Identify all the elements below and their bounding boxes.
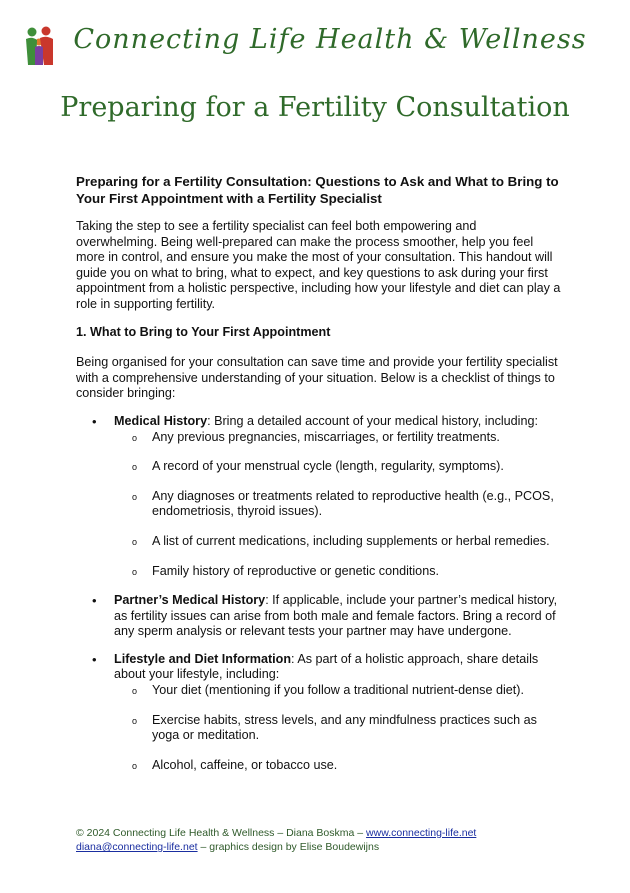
item-text: : As part of a holistic approach, share details about your lifestyle, including: <box>114 651 539 682</box>
item-text: : If applicable, include your partner’s medical history, as fertility issues can arise from both male and female factors. Bring a record of any sperm analysis or relevant tests your partner may have undergone. <box>114 593 558 639</box>
sub-list-item: o Your diet (mentioning if you follow a traditional nutrient-dense diet). <box>114 683 561 699</box>
sub-list-item: o Alcohol, caffeine, or tobacco use. <box>114 758 561 774</box>
sub-list <box>114 683 561 773</box>
sub-list-item: o A list of current medications, including supplements or herbal remedies. <box>114 534 561 550</box>
credits-text: – graphics design by Elise Boudewijns <box>197 841 380 853</box>
sub-list-item: o Family history of reproductive or genetic conditions. <box>114 564 561 580</box>
document-title: Preparing for a Fertility Consultation <box>60 92 570 123</box>
page-footer <box>76 826 576 854</box>
copyright-text: © 2024 Connecting Life Health & Wellness – Diana Boskma – <box>76 827 367 839</box>
section-title: 1. What to Bring to Your First Appointment <box>76 324 331 339</box>
sub-list-item: o Any previous pregnancies, miscarriages, or fertility treatments. <box>114 430 561 446</box>
sub-list-item: o A record of your menstrual cycle (length, regularity, symptoms). <box>114 459 561 475</box>
item-label: Medical History <box>114 413 208 428</box>
list-item <box>76 414 561 579</box>
item-label: Lifestyle and Diet Information <box>114 651 292 666</box>
intro-paragraph: Taking the step to see a fertility specialist can feel both empowering and overwhelming. Being well-prepared can make the process smoother, help you feel more in control, and ensure you make the most of your consultation. This handout will guide you on what to bring, what to expect, and key questions to ask during your first appointment from a holistic perspective, including how your lifestyle and diet can play a role in supporting fertility. <box>76 219 561 311</box>
sub-list-item: o Any diagnoses or treatments related to reproductive health (e.g., PCOS, endometriosis, thyroid issues). <box>114 489 561 520</box>
email-link[interactable]: diana@connecting-life.net <box>76 841 198 853</box>
footer-line-1 <box>76 826 576 840</box>
brand-name: Connecting Life Health & Wellness <box>73 24 587 55</box>
document-body <box>76 173 561 787</box>
footer-line-2 <box>76 840 576 854</box>
checklist <box>76 414 561 774</box>
sub-list-item: o Exercise habits, stress levels, and any mindfulness practices such as yoga or meditation. <box>114 713 561 744</box>
list-item <box>76 593 561 640</box>
main-heading: Preparing for a Fertility Consultation: Questions to Ask and What to Bring to Your First Appointment with a Fertility Specialist <box>76 174 559 206</box>
page-header <box>0 0 630 150</box>
item-label: Partner’s Medical History <box>114 593 266 608</box>
item-text: : Bring a detailed account of your medical history, including: <box>207 413 538 428</box>
website-link[interactable]: www.connecting-life.net <box>366 827 477 839</box>
section-intro: Being organised for your consultation can save time and provide your fertility specialist with a comprehensive understanding of your situation. Below is a checklist of things to consider bringing: <box>76 355 558 401</box>
list-item <box>76 652 561 774</box>
sub-list <box>114 430 561 580</box>
